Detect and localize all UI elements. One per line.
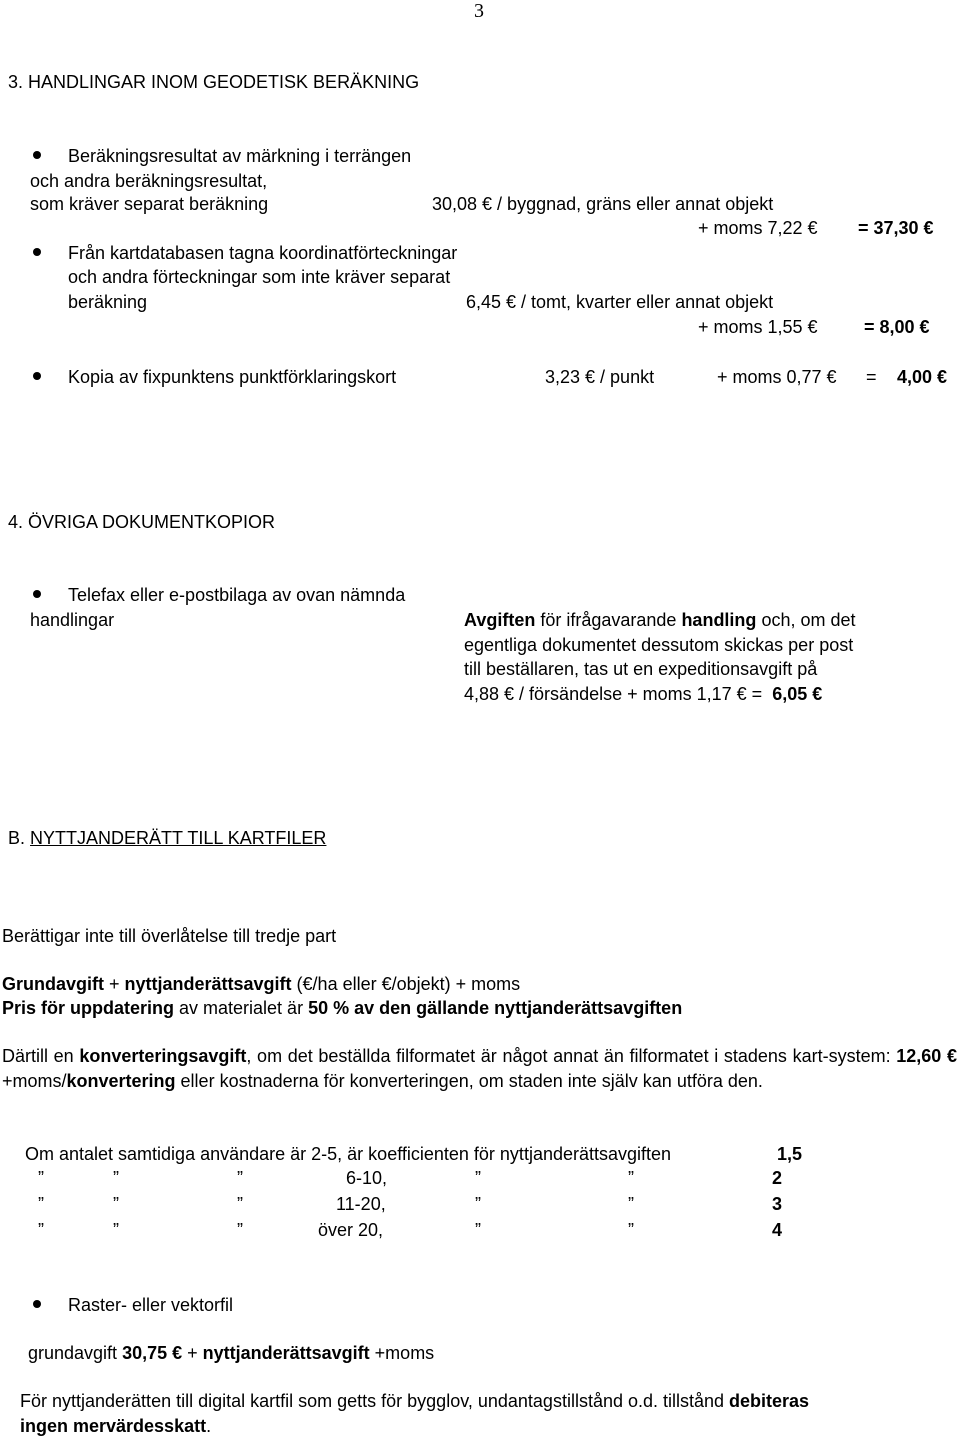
ditto-mark: ” xyxy=(38,1168,44,1188)
bullet-icon xyxy=(33,1300,41,1308)
bullet-icon xyxy=(33,151,41,159)
item-total: = 37,30 € xyxy=(858,218,934,238)
item-text: och andra förteckningar som inte kräver separat xyxy=(68,267,451,287)
update-price-value: 50 % av den gällande nyttjanderättsavgiften xyxy=(308,998,683,1018)
ditto-mark: ” xyxy=(113,1194,119,1214)
basic-fee-term: Grundavgift xyxy=(2,974,104,994)
bullet-icon xyxy=(33,372,41,380)
update-price-term: Pris för uppdatering xyxy=(2,998,175,1018)
raster-fee-text: +moms xyxy=(369,1343,435,1363)
ditto-mark: ” xyxy=(237,1168,243,1188)
ditto-mark: ” xyxy=(237,1220,243,1240)
section-4-heading: 4. ÖVRIGA DOKUMENTKOPIOR xyxy=(8,512,276,532)
usage-fee-term: nyttjanderättsavgift xyxy=(202,1343,370,1363)
usage-fee-term: nyttjanderättsavgift xyxy=(124,974,292,994)
item-vat: + moms 7,22 € xyxy=(698,218,818,238)
fee-description: till beställaren, tas ut en expeditionsavgift på xyxy=(464,659,818,679)
item-text: Kopia av fixpunktens punktförklaringskort xyxy=(68,367,397,387)
fee-amount-line xyxy=(464,683,822,705)
ditto-mark: ” xyxy=(628,1194,634,1214)
user-range: över 20, xyxy=(318,1220,384,1240)
vat-note-term: debiteras xyxy=(729,1391,810,1411)
ditto-mark: ” xyxy=(113,1168,119,1188)
item-price: 30,08 € / byggnad, gräns eller annat objekt xyxy=(432,194,774,214)
item-text: Beräkningsresultat av märkning i terrängen xyxy=(68,146,412,166)
ditto-mark: ” xyxy=(475,1220,481,1240)
conversion-term: konverteringsavgift xyxy=(79,1046,247,1066)
fee-total: 6,05 € xyxy=(772,684,823,704)
coefficient-value: 2 xyxy=(772,1168,783,1188)
section-b-prefix: B. xyxy=(8,828,26,848)
coefficient-value: 3 xyxy=(772,1194,783,1214)
item-vat: + moms 0,77 € xyxy=(717,367,837,387)
conversion-term: konvertering xyxy=(66,1071,176,1091)
coefficient-intro: Om antalet samtidiga användare är 2-5, är koefficienten för nyttjanderättsavgiften xyxy=(25,1144,672,1164)
ditto-mark: ” xyxy=(38,1220,44,1240)
item-text: handlingar xyxy=(30,610,115,630)
item-price: 3,23 € / punkt xyxy=(545,367,655,387)
raster-vector-item: Raster- eller vektorfil xyxy=(68,1295,234,1315)
user-range: 11-20, xyxy=(336,1194,386,1214)
conversion-price: 12,60 € xyxy=(896,1046,957,1066)
bullet-icon xyxy=(33,590,41,598)
item-vat: + moms 1,55 € xyxy=(698,317,818,337)
ditto-mark: ” xyxy=(628,1220,634,1240)
fee-term: Avgiften xyxy=(464,610,536,630)
section-b-title: NYTTJANDERÄTT TILL KARTFILER xyxy=(30,828,327,848)
basic-fee-text: (€/ha eller €/objekt) + moms xyxy=(291,974,521,994)
fee-description xyxy=(464,609,856,631)
ditto-mark: ” xyxy=(475,1168,481,1188)
vat-exemption-note xyxy=(20,1389,940,1439)
item-text: beräkning xyxy=(68,292,148,312)
raster-fee-text: + xyxy=(182,1343,203,1363)
fee-description: egentliga dokumentet dessutom skickas per post xyxy=(464,635,854,655)
bullet-icon xyxy=(33,248,41,256)
fee-text: och, om det xyxy=(756,610,856,630)
ditto-mark: ” xyxy=(113,1220,119,1240)
conversion-text: +moms/ xyxy=(2,1071,67,1091)
vat-note-text: . xyxy=(206,1416,212,1436)
fee-amount: 4,88 € / försändelse + moms 1,17 € = xyxy=(464,684,763,704)
conversion-paragraph xyxy=(2,1044,957,1094)
ditto-mark: ” xyxy=(475,1194,481,1214)
conversion-text: , om det beställda filformatet är något annat än filformatet i stadens kart-system: xyxy=(246,1046,897,1066)
page-number: 3 xyxy=(474,0,484,22)
basic-fee-text: + xyxy=(104,974,125,994)
item-text: som kräver separat beräkning xyxy=(30,194,269,214)
raster-fee-text: grundavgift xyxy=(28,1343,123,1363)
transfer-note: Berättigar inte till överlåtelse till tredje part xyxy=(2,926,337,946)
user-range: 6-10, xyxy=(346,1168,388,1188)
basic-fee-line xyxy=(2,973,520,995)
item-equals: = xyxy=(866,367,877,387)
section-b-heading xyxy=(8,827,326,849)
fee-term: handling xyxy=(681,610,757,630)
ditto-mark: ” xyxy=(237,1194,243,1214)
item-price: 6,45 € / tomt, kvarter eller annat objekt xyxy=(466,292,774,312)
fee-text: för ifrågavarande xyxy=(535,610,682,630)
vat-note-term: ingen mervärdesskatt xyxy=(20,1416,207,1436)
section-3-heading: 3. HANDLINGAR INOM GEODETISK BERÄKNING xyxy=(8,72,420,92)
item-total: = 8,00 € xyxy=(864,317,930,337)
item-text: och andra beräkningsresultat, xyxy=(30,171,268,191)
ditto-mark: ” xyxy=(38,1194,44,1214)
raster-fee-price: 30,75 € xyxy=(122,1343,183,1363)
conversion-text: Därtill en xyxy=(2,1046,80,1066)
update-price-text: av materialet är xyxy=(174,998,309,1018)
ditto-mark: ” xyxy=(628,1168,634,1188)
update-price-line xyxy=(2,997,682,1019)
vat-note-text: För nyttjanderätten till digital kartfil som getts för bygglov, undantagstillstånd o.d. tillstånd xyxy=(20,1391,730,1411)
coefficient-value: 4 xyxy=(772,1220,783,1240)
coefficient-value: 1,5 xyxy=(777,1144,803,1164)
item-text: Telefax eller e-postbilaga av ovan nämnda xyxy=(68,585,406,605)
raster-fee-line xyxy=(28,1342,434,1364)
item-text: Från kartdatabasen tagna koordinatförteckningar xyxy=(68,243,458,263)
conversion-text: eller kostnaderna för konverteringen, om staden inte själv kan utföra den. xyxy=(175,1071,763,1091)
item-total: 4,00 € xyxy=(897,367,948,387)
